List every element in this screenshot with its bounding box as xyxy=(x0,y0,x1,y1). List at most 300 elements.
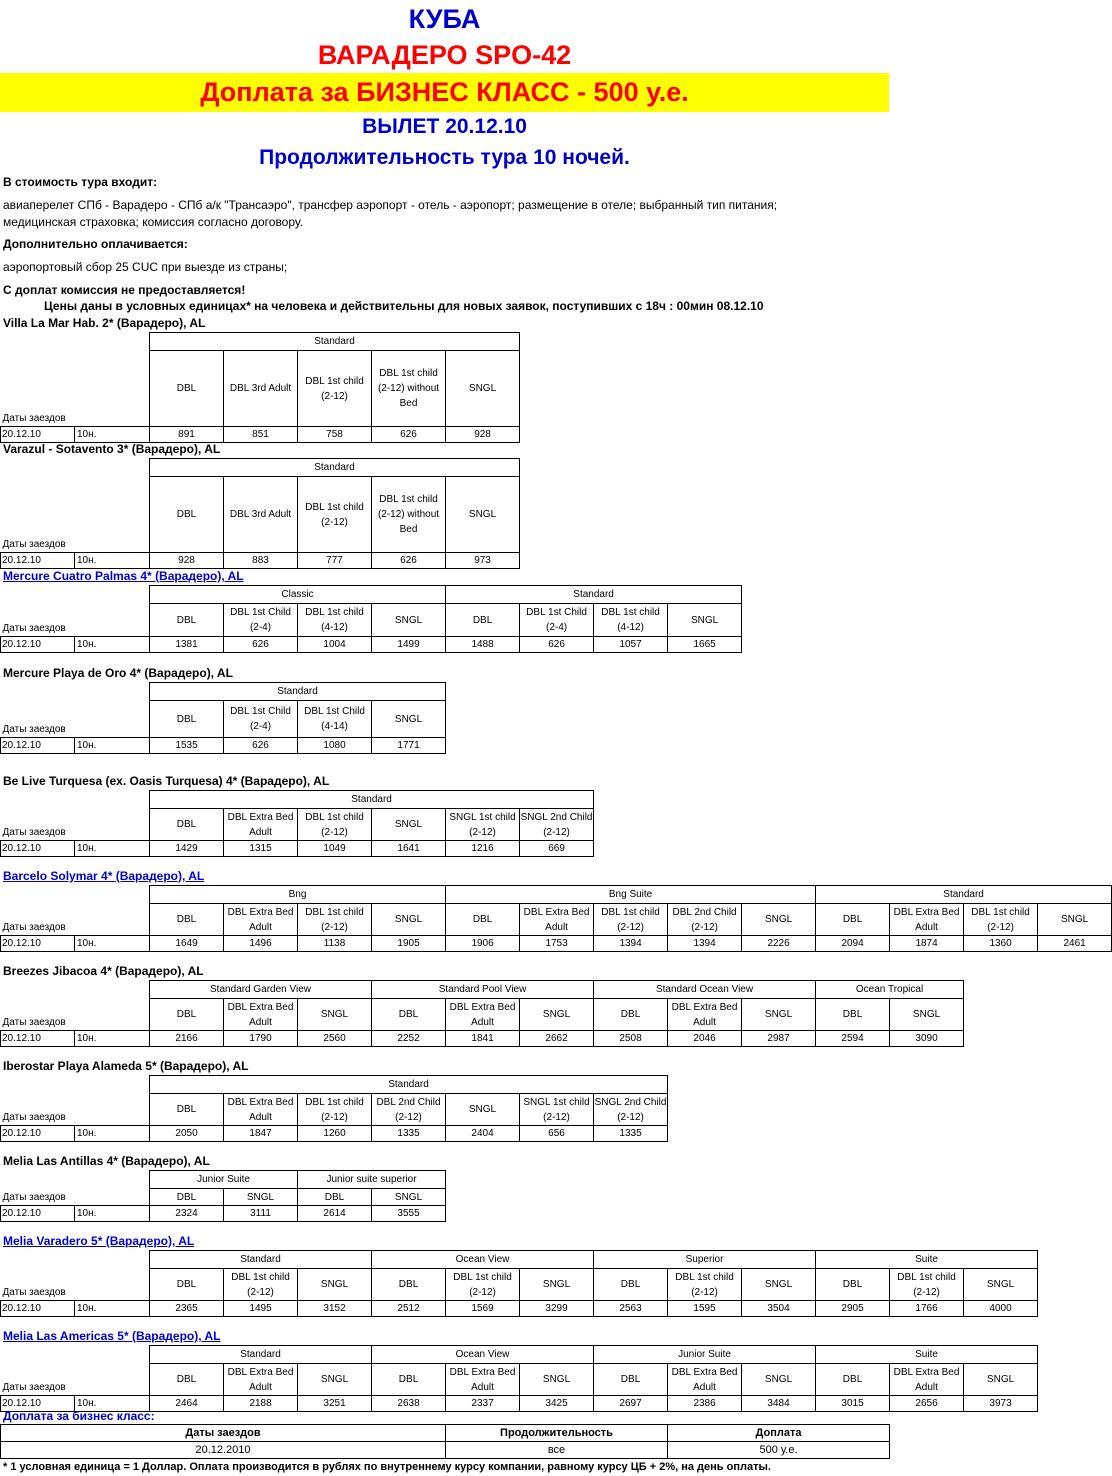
departure-title: ВЫЛЕТ 20.12.10 xyxy=(362,115,527,138)
accommodation-header: DBL xyxy=(150,1189,224,1206)
price-cell: 1335 xyxy=(372,1126,446,1142)
accommodation-header: DBL 3rd Adult xyxy=(224,477,298,553)
price-cell: 891 xyxy=(150,427,224,443)
price-cell: 1874 xyxy=(890,936,964,952)
accommodation-header: DBL Extra Bed Adult xyxy=(668,1364,742,1396)
accommodation-header: DBL xyxy=(816,1364,890,1396)
surcharge-header-row xyxy=(1,1425,890,1442)
price-cell: 2905 xyxy=(816,1301,890,1317)
included-line-2: медицинская страховка; комиссия согласно договору. xyxy=(3,215,304,229)
dates-label: Даты заездов xyxy=(1,459,150,553)
room-type-row xyxy=(1,683,446,701)
price-row xyxy=(1,1396,1038,1412)
duration-title: Продолжительность тура 10 ночей. xyxy=(259,146,630,169)
accommodation-header: DBL xyxy=(594,1364,668,1396)
accommodation-header: SNGL xyxy=(298,1269,372,1301)
price-row xyxy=(1,553,520,569)
price-cell: 1057 xyxy=(594,637,668,653)
price-cell: 2987 xyxy=(742,1031,816,1047)
room-type-header: Standard xyxy=(816,886,1112,904)
surcharge-header-cell: Доплата xyxy=(668,1425,890,1442)
accommodation-header: SNGL xyxy=(520,1364,594,1396)
accommodation-header: DBL 3rd Adult xyxy=(224,351,298,427)
accommodation-header: SNGL xyxy=(298,999,372,1031)
room-type-header: Junior Suite xyxy=(150,1171,298,1189)
price-cell: 1841 xyxy=(446,1031,520,1047)
accommodation-header: SNGL xyxy=(520,999,594,1031)
hotel-title: Breezes Jibacoa 4* (Варадеро), AL xyxy=(3,964,204,978)
price-cell: 669 xyxy=(520,841,594,857)
price-cell: 2050 xyxy=(150,1126,224,1142)
price-cell: 1429 xyxy=(150,841,224,857)
accommodation-header: SNGL xyxy=(1038,904,1112,936)
accommodation-header: DBL Extra Bed Adult xyxy=(224,809,298,841)
arrival-date: 20.12.10 xyxy=(1,1126,75,1142)
included-title: В стоимость тура входит: xyxy=(3,175,158,189)
price-cell: 1488 xyxy=(446,637,520,653)
accommodation-header: DBL xyxy=(150,904,224,936)
accommodation-header: DBL 1st Child (4-14) xyxy=(298,701,372,738)
accommodation-header: SNGL xyxy=(372,604,446,637)
price-cell: 1335 xyxy=(594,1126,668,1142)
price-cell: 2046 xyxy=(668,1031,742,1047)
price-cell: 1569 xyxy=(446,1301,520,1317)
price-table xyxy=(0,458,520,569)
price-note: Цены даны в условных единицах* на человека и действительны для новых заявок, поступивших с 18ч : 00мин 08.12.10 xyxy=(44,299,764,313)
hotel-title: Be Live Turquesa (ex. Oasis Turquesa) 4* (Варадеро), AL xyxy=(3,774,330,788)
accommodation-header: DBL 1st Child (2-4) xyxy=(224,604,298,637)
price-cell: 2656 xyxy=(890,1396,964,1412)
price-cell: 2226 xyxy=(742,936,816,952)
surcharge-header-cell: Даты заездов xyxy=(1,1425,446,1442)
arrival-date: 20.12.10 xyxy=(1,738,75,754)
price-cell: 2594 xyxy=(816,1031,890,1047)
room-type-header: Ocean View xyxy=(372,1346,594,1364)
accommodation-header: DBL xyxy=(594,999,668,1031)
price-cell: 2252 xyxy=(372,1031,446,1047)
price-table xyxy=(0,1345,1038,1412)
price-cell: 1360 xyxy=(964,936,1038,952)
room-type-header: Standard xyxy=(446,586,742,604)
accommodation-header: SNGL xyxy=(224,1189,298,1206)
accommodation-header: SNGL xyxy=(446,477,520,553)
price-row xyxy=(1,936,1112,952)
room-type-row xyxy=(1,459,520,477)
price-cell: 4000 xyxy=(964,1301,1038,1317)
price-cell: 883 xyxy=(224,553,298,569)
dates-label: Даты заездов xyxy=(1,791,150,841)
country-title: КУБА xyxy=(408,4,481,34)
accommodation-header: SNGL xyxy=(372,701,446,738)
room-type-row xyxy=(1,1251,1038,1269)
price-cell: 2386 xyxy=(668,1396,742,1412)
accommodation-header: DBL xyxy=(150,604,224,637)
price-cell: 2697 xyxy=(594,1396,668,1412)
room-type-header: Standard Ocean View xyxy=(594,981,816,999)
room-type-header: Ocean Tropical xyxy=(816,981,964,999)
accommodation-row xyxy=(1,1269,1038,1301)
room-type-row xyxy=(1,886,1112,904)
price-cell: 2662 xyxy=(520,1031,594,1047)
price-row xyxy=(1,427,520,443)
dates-label: Даты заездов xyxy=(1,1171,150,1206)
hotel-title: Varazul - Sotavento 3* (Варадеро), AL xyxy=(3,442,221,456)
room-type-header: Standard xyxy=(150,1076,668,1094)
accommodation-header: DBL Extra Bed Adult xyxy=(446,999,520,1031)
dates-label: Даты заездов xyxy=(1,586,150,637)
price-cell: 1495 xyxy=(224,1301,298,1317)
accommodation-header: DBL 1st child (2-12) xyxy=(298,477,372,553)
arrival-date: 20.12.10 xyxy=(1,1301,75,1317)
surcharge-table xyxy=(0,1424,890,1459)
price-cell: 626 xyxy=(520,637,594,653)
price-cell: 3484 xyxy=(742,1396,816,1412)
room-type-row xyxy=(1,981,964,999)
price-cell: 3425 xyxy=(520,1396,594,1412)
price-cell: 1049 xyxy=(298,841,372,857)
accommodation-header: DBL xyxy=(446,604,520,637)
accommodation-header: DBL xyxy=(372,1364,446,1396)
price-row xyxy=(1,1206,446,1222)
price-row xyxy=(1,841,594,857)
nights: 10н. xyxy=(75,553,150,569)
accommodation-header: DBL Extra Bed Adult xyxy=(890,1364,964,1396)
room-type-header: Bng xyxy=(150,886,446,904)
accommodation-header: DBL Extra Bed Adult xyxy=(224,1364,298,1396)
price-cell: 928 xyxy=(150,553,224,569)
arrival-date: 20.12.10 xyxy=(1,936,75,952)
surcharge-value-row xyxy=(1,1442,890,1459)
accommodation-header: SNGL xyxy=(446,1094,520,1126)
price-cell: 1535 xyxy=(150,738,224,754)
price-cell: 777 xyxy=(298,553,372,569)
nights: 10н. xyxy=(75,1396,150,1412)
arrival-date: 20.12.10 xyxy=(1,1206,75,1222)
price-cell: 1394 xyxy=(668,936,742,952)
price-cell: 1499 xyxy=(372,637,446,653)
included-line-1: авиаперелет СПб - Варадеро - СПб а/к "Трансаэро", трансфер аэропорт - отель - аэропорт; размещение в отеле; выбранный тип питания; xyxy=(3,198,778,212)
accommodation-header: DBL 1st child (2-12) xyxy=(224,1269,298,1301)
surcharge-header-cell: Продолжительность xyxy=(446,1425,668,1442)
price-cell: 3015 xyxy=(816,1396,890,1412)
dates-label: Даты заездов xyxy=(1,1346,150,1396)
price-table xyxy=(0,1250,1038,1317)
price-cell: 1905 xyxy=(372,936,446,952)
room-type-header: Superior xyxy=(594,1251,816,1269)
accommodation-header: SNGL xyxy=(742,904,816,936)
price-cell: 2166 xyxy=(150,1031,224,1047)
price-cell: 1641 xyxy=(372,841,446,857)
hotel-link[interactable]: Barcelo Solymar 4* (Варадеро), AL xyxy=(3,869,205,883)
accommodation-row xyxy=(1,904,1112,936)
price-cell: 626 xyxy=(372,427,446,443)
price-table xyxy=(0,585,742,653)
room-type-row xyxy=(1,1346,1038,1364)
surcharge-value-cell: все xyxy=(446,1442,668,1459)
price-table xyxy=(0,682,446,754)
arrival-date: 20.12.10 xyxy=(1,841,75,857)
accommodation-header: SNGL 2nd Child (2-12) xyxy=(520,809,594,841)
accommodation-header: DBL 1st Child (2-4) xyxy=(520,604,594,637)
accommodation-header: DBL 1st child (2-12) xyxy=(298,904,372,936)
room-type-header: Standard xyxy=(150,791,594,809)
price-cell: 3251 xyxy=(298,1396,372,1412)
price-cell: 1906 xyxy=(446,936,520,952)
accommodation-header: DBL xyxy=(150,1094,224,1126)
nights: 10н. xyxy=(75,1301,150,1317)
price-cell: 626 xyxy=(224,738,298,754)
price-cell: 1766 xyxy=(890,1301,964,1317)
price-cell: 2512 xyxy=(372,1301,446,1317)
room-type-row xyxy=(1,333,520,351)
hotel-title: Mercure Playa de Oro 4* (Варадеро), AL xyxy=(3,666,233,680)
price-table xyxy=(0,885,1112,952)
accommodation-header: DBL 1st child (2-12) xyxy=(964,904,1038,936)
accommodation-header: DBL xyxy=(816,1269,890,1301)
room-type-header: Junior suite superior xyxy=(298,1171,446,1189)
accommodation-header: DBL Extra Bed Adult xyxy=(890,904,964,936)
price-cell: 3299 xyxy=(520,1301,594,1317)
dates-label: Даты заездов xyxy=(1,333,150,427)
accommodation-header: DBL Extra Bed Adult xyxy=(446,1364,520,1396)
price-cell: 626 xyxy=(224,637,298,653)
price-table xyxy=(0,980,964,1047)
accommodation-header: SNGL xyxy=(372,904,446,936)
room-type-header: Standard xyxy=(150,459,520,477)
price-cell: 2188 xyxy=(224,1396,298,1412)
accommodation-header: DBL xyxy=(594,1269,668,1301)
price-cell: 2563 xyxy=(594,1301,668,1317)
room-type-row xyxy=(1,1076,668,1094)
arrival-date: 20.12.10 xyxy=(1,1031,75,1047)
footnote: * 1 условная единица = 1 Доллар. Оплата производится в рублях по внутреннему курсу компании, равному курсу ЦБ + 2%, на день оплаты. xyxy=(3,1461,771,1473)
room-type-header: Standard Garden View xyxy=(150,981,372,999)
price-cell: 1649 xyxy=(150,936,224,952)
price-cell: 758 xyxy=(298,427,372,443)
room-type-row xyxy=(1,1171,446,1189)
price-row xyxy=(1,1126,668,1142)
nights: 10н. xyxy=(75,1031,150,1047)
accommodation-header: DBL 1st child (4-12) xyxy=(594,604,668,637)
accommodation-header: DBL Extra Bed Adult xyxy=(520,904,594,936)
arrival-date: 20.12.10 xyxy=(1,1396,75,1412)
accommodation-header: DBL Extra Bed Adult xyxy=(224,1094,298,1126)
nights: 10н. xyxy=(75,936,150,952)
price-cell: 1004 xyxy=(298,637,372,653)
room-type-header: Junior Suite xyxy=(594,1346,816,1364)
accommodation-header: DBL 2nd Child (2-12) xyxy=(372,1094,446,1126)
accommodation-header: DBL Extra Bed Adult xyxy=(224,999,298,1031)
price-table xyxy=(0,790,594,857)
accommodation-header: SNGL 1st child (2-12) xyxy=(446,809,520,841)
price-cell: 1665 xyxy=(668,637,742,653)
price-row xyxy=(1,637,742,653)
room-type-header: Standard xyxy=(150,1346,372,1364)
accommodation-header: DBL Extra Bed Adult xyxy=(668,999,742,1031)
accommodation-header: DBL xyxy=(298,1189,372,1206)
accommodation-row xyxy=(1,1364,1038,1396)
accommodation-header: DBL xyxy=(150,1269,224,1301)
dates-label: Даты заездов xyxy=(1,1251,150,1301)
accommodation-header: DBL xyxy=(150,999,224,1031)
price-cell: 928 xyxy=(446,427,520,443)
room-type-row xyxy=(1,586,742,604)
price-cell: 2094 xyxy=(816,936,890,952)
hotel-title: Villa La Mar Hab. 2* (Варадеро), AL xyxy=(3,316,206,330)
room-type-header: Suite xyxy=(816,1346,1038,1364)
accommodation-header: SNGL 1st child (2-12) xyxy=(520,1094,594,1126)
accommodation-header: DBL xyxy=(150,701,224,738)
price-cell: 2508 xyxy=(594,1031,668,1047)
accommodation-header: SNGL xyxy=(372,809,446,841)
accommodation-header: SNGL xyxy=(520,1269,594,1301)
price-cell: 3973 xyxy=(964,1396,1038,1412)
accommodation-header: SNGL xyxy=(742,999,816,1031)
price-cell: 656 xyxy=(520,1126,594,1142)
price-cell: 2461 xyxy=(1038,936,1112,952)
hotel-title: Melia Las Antillas 4* (Варадеро), AL xyxy=(3,1154,210,1168)
price-row xyxy=(1,1301,1038,1317)
hotel-link[interactable]: Melia Las Americas 5* (Варадеро), AL xyxy=(3,1329,221,1343)
nights: 10н. xyxy=(75,427,150,443)
accommodation-header: DBL 2nd Child (2-12) xyxy=(668,904,742,936)
accommodation-header: SNGL xyxy=(964,1364,1038,1396)
hotel-title: Iberostar Playa Alameda 5* (Варадеро), AL xyxy=(3,1059,249,1073)
accommodation-header: DBL 1st child (2-12) xyxy=(890,1269,964,1301)
accommodation-header: DBL 1st Child (2-4) xyxy=(224,701,298,738)
nights: 10н. xyxy=(75,738,150,754)
dates-label: Даты заездов xyxy=(1,981,150,1031)
room-type-header: Classic xyxy=(150,586,446,604)
accommodation-header: DBL xyxy=(150,351,224,427)
price-cell: 1496 xyxy=(224,936,298,952)
dates-label: Даты заездов xyxy=(1,683,150,738)
room-type-header: Standard Pool View xyxy=(372,981,594,999)
accommodation-header: DBL xyxy=(372,999,446,1031)
accommodation-header: DBL 1st child (2-12) xyxy=(594,904,668,936)
hotel-link[interactable]: Melia Varadero 5* (Варадеро), AL xyxy=(3,1234,195,1248)
price-cell: 3555 xyxy=(372,1206,446,1222)
price-cell: 1771 xyxy=(372,738,446,754)
accommodation-header: DBL 1st child (4-12) xyxy=(298,604,372,637)
accommodation-header: DBL 1st child (2-12) without Bed xyxy=(372,477,446,553)
price-cell: 3152 xyxy=(298,1301,372,1317)
price-cell: 2324 xyxy=(150,1206,224,1222)
price-cell: 2560 xyxy=(298,1031,372,1047)
surcharge-value-cell: 20.12.2010 xyxy=(1,1442,446,1459)
arrival-date: 20.12.10 xyxy=(1,637,75,653)
price-cell: 2404 xyxy=(446,1126,520,1142)
accommodation-header: DBL 1st child (2-12) xyxy=(298,1094,372,1126)
accommodation-header: SNGL xyxy=(964,1269,1038,1301)
price-cell: 3504 xyxy=(742,1301,816,1317)
price-cell: 973 xyxy=(446,553,520,569)
price-cell: 1138 xyxy=(298,936,372,952)
accommodation-header: SNGL xyxy=(742,1269,816,1301)
price-cell: 2464 xyxy=(150,1396,224,1412)
price-cell: 1315 xyxy=(224,841,298,857)
accommodation-header: SNGL xyxy=(446,351,520,427)
price-cell: 1260 xyxy=(298,1126,372,1142)
price-cell: 1080 xyxy=(298,738,372,754)
dates-label: Даты заездов xyxy=(1,1076,150,1126)
accommodation-header: DBL xyxy=(816,904,890,936)
no-commission-note: С доплат комиссия не предоставляется! xyxy=(3,283,246,297)
resort-title: ВАРАДЕРО SPO-42 xyxy=(317,40,572,70)
surcharge-title: Доплата за бизнес класс: xyxy=(3,1409,155,1423)
price-cell: 1394 xyxy=(594,936,668,952)
price-cell: 1790 xyxy=(224,1031,298,1047)
hotel-link[interactable]: Mercure Cuatro Palmas 4* (Варадеро), AL xyxy=(3,569,244,583)
room-type-header: Standard xyxy=(150,1251,372,1269)
accommodation-header: SNGL xyxy=(372,1189,446,1206)
price-cell: 851 xyxy=(224,427,298,443)
accommodation-header: SNGL xyxy=(668,604,742,637)
room-type-header: Standard xyxy=(150,333,520,351)
price-cell: 3090 xyxy=(890,1031,964,1047)
price-cell: 1753 xyxy=(520,936,594,952)
price-cell: 1847 xyxy=(224,1126,298,1142)
accommodation-header: SNGL 2nd Child (2-12) xyxy=(594,1094,668,1126)
accommodation-header: DBL Extra Bed Adult xyxy=(224,904,298,936)
accommodation-header: DBL xyxy=(372,1269,446,1301)
accommodation-header: DBL 1st child (2-12) xyxy=(446,1269,520,1301)
dates-label: Даты заездов xyxy=(1,886,150,936)
price-cell: 2365 xyxy=(150,1301,224,1317)
accommodation-header: DBL xyxy=(150,809,224,841)
price-cell: 1381 xyxy=(150,637,224,653)
extra-title: Дополнительно оплачивается: xyxy=(3,237,188,251)
price-cell: 2337 xyxy=(446,1396,520,1412)
price-table xyxy=(0,1075,668,1142)
accommodation-header: SNGL xyxy=(298,1364,372,1396)
nights: 10н. xyxy=(75,841,150,857)
business-surcharge-banner: Доплата за БИЗНЕС КЛАСС - 500 у.е. xyxy=(0,73,889,112)
accommodation-header: DBL xyxy=(816,999,890,1031)
price-cell: 1595 xyxy=(668,1301,742,1317)
price-table xyxy=(0,332,520,443)
price-table xyxy=(0,1170,446,1222)
accommodation-header: SNGL xyxy=(742,1364,816,1396)
price-cell: 1216 xyxy=(446,841,520,857)
room-type-header: Standard xyxy=(150,683,446,701)
room-type-row xyxy=(1,791,594,809)
room-type-header: Suite xyxy=(816,1251,1038,1269)
accommodation-header: DBL xyxy=(150,1364,224,1396)
price-cell: 2638 xyxy=(372,1396,446,1412)
room-type-header: Ocean View xyxy=(372,1251,594,1269)
accommodation-header: DBL 1st child (2-12) without Bed xyxy=(372,351,446,427)
surcharge-value-cell: 500 у.е. xyxy=(668,1442,890,1459)
accommodation-header: SNGL xyxy=(890,999,964,1031)
nights: 10н. xyxy=(75,1126,150,1142)
price-cell: 626 xyxy=(372,553,446,569)
arrival-date: 20.12.10 xyxy=(1,427,75,443)
price-cell: 3111 xyxy=(224,1206,298,1222)
accommodation-header: DBL 1st child (2-12) xyxy=(668,1269,742,1301)
room-type-header: Bng Suite xyxy=(446,886,816,904)
accommodation-header: DBL 1st child (2-12) xyxy=(298,351,372,427)
nights: 10н. xyxy=(75,637,150,653)
accommodation-header: DBL xyxy=(150,477,224,553)
nights: 10н. xyxy=(75,1206,150,1222)
arrival-date: 20.12.10 xyxy=(1,553,75,569)
price-cell: 2614 xyxy=(298,1206,372,1222)
price-row xyxy=(1,738,446,754)
price-row xyxy=(1,1031,964,1047)
extra-text: аэропортовый сбор 25 CUC при выезде из страны; xyxy=(3,260,288,274)
accommodation-header: DBL xyxy=(446,904,520,936)
